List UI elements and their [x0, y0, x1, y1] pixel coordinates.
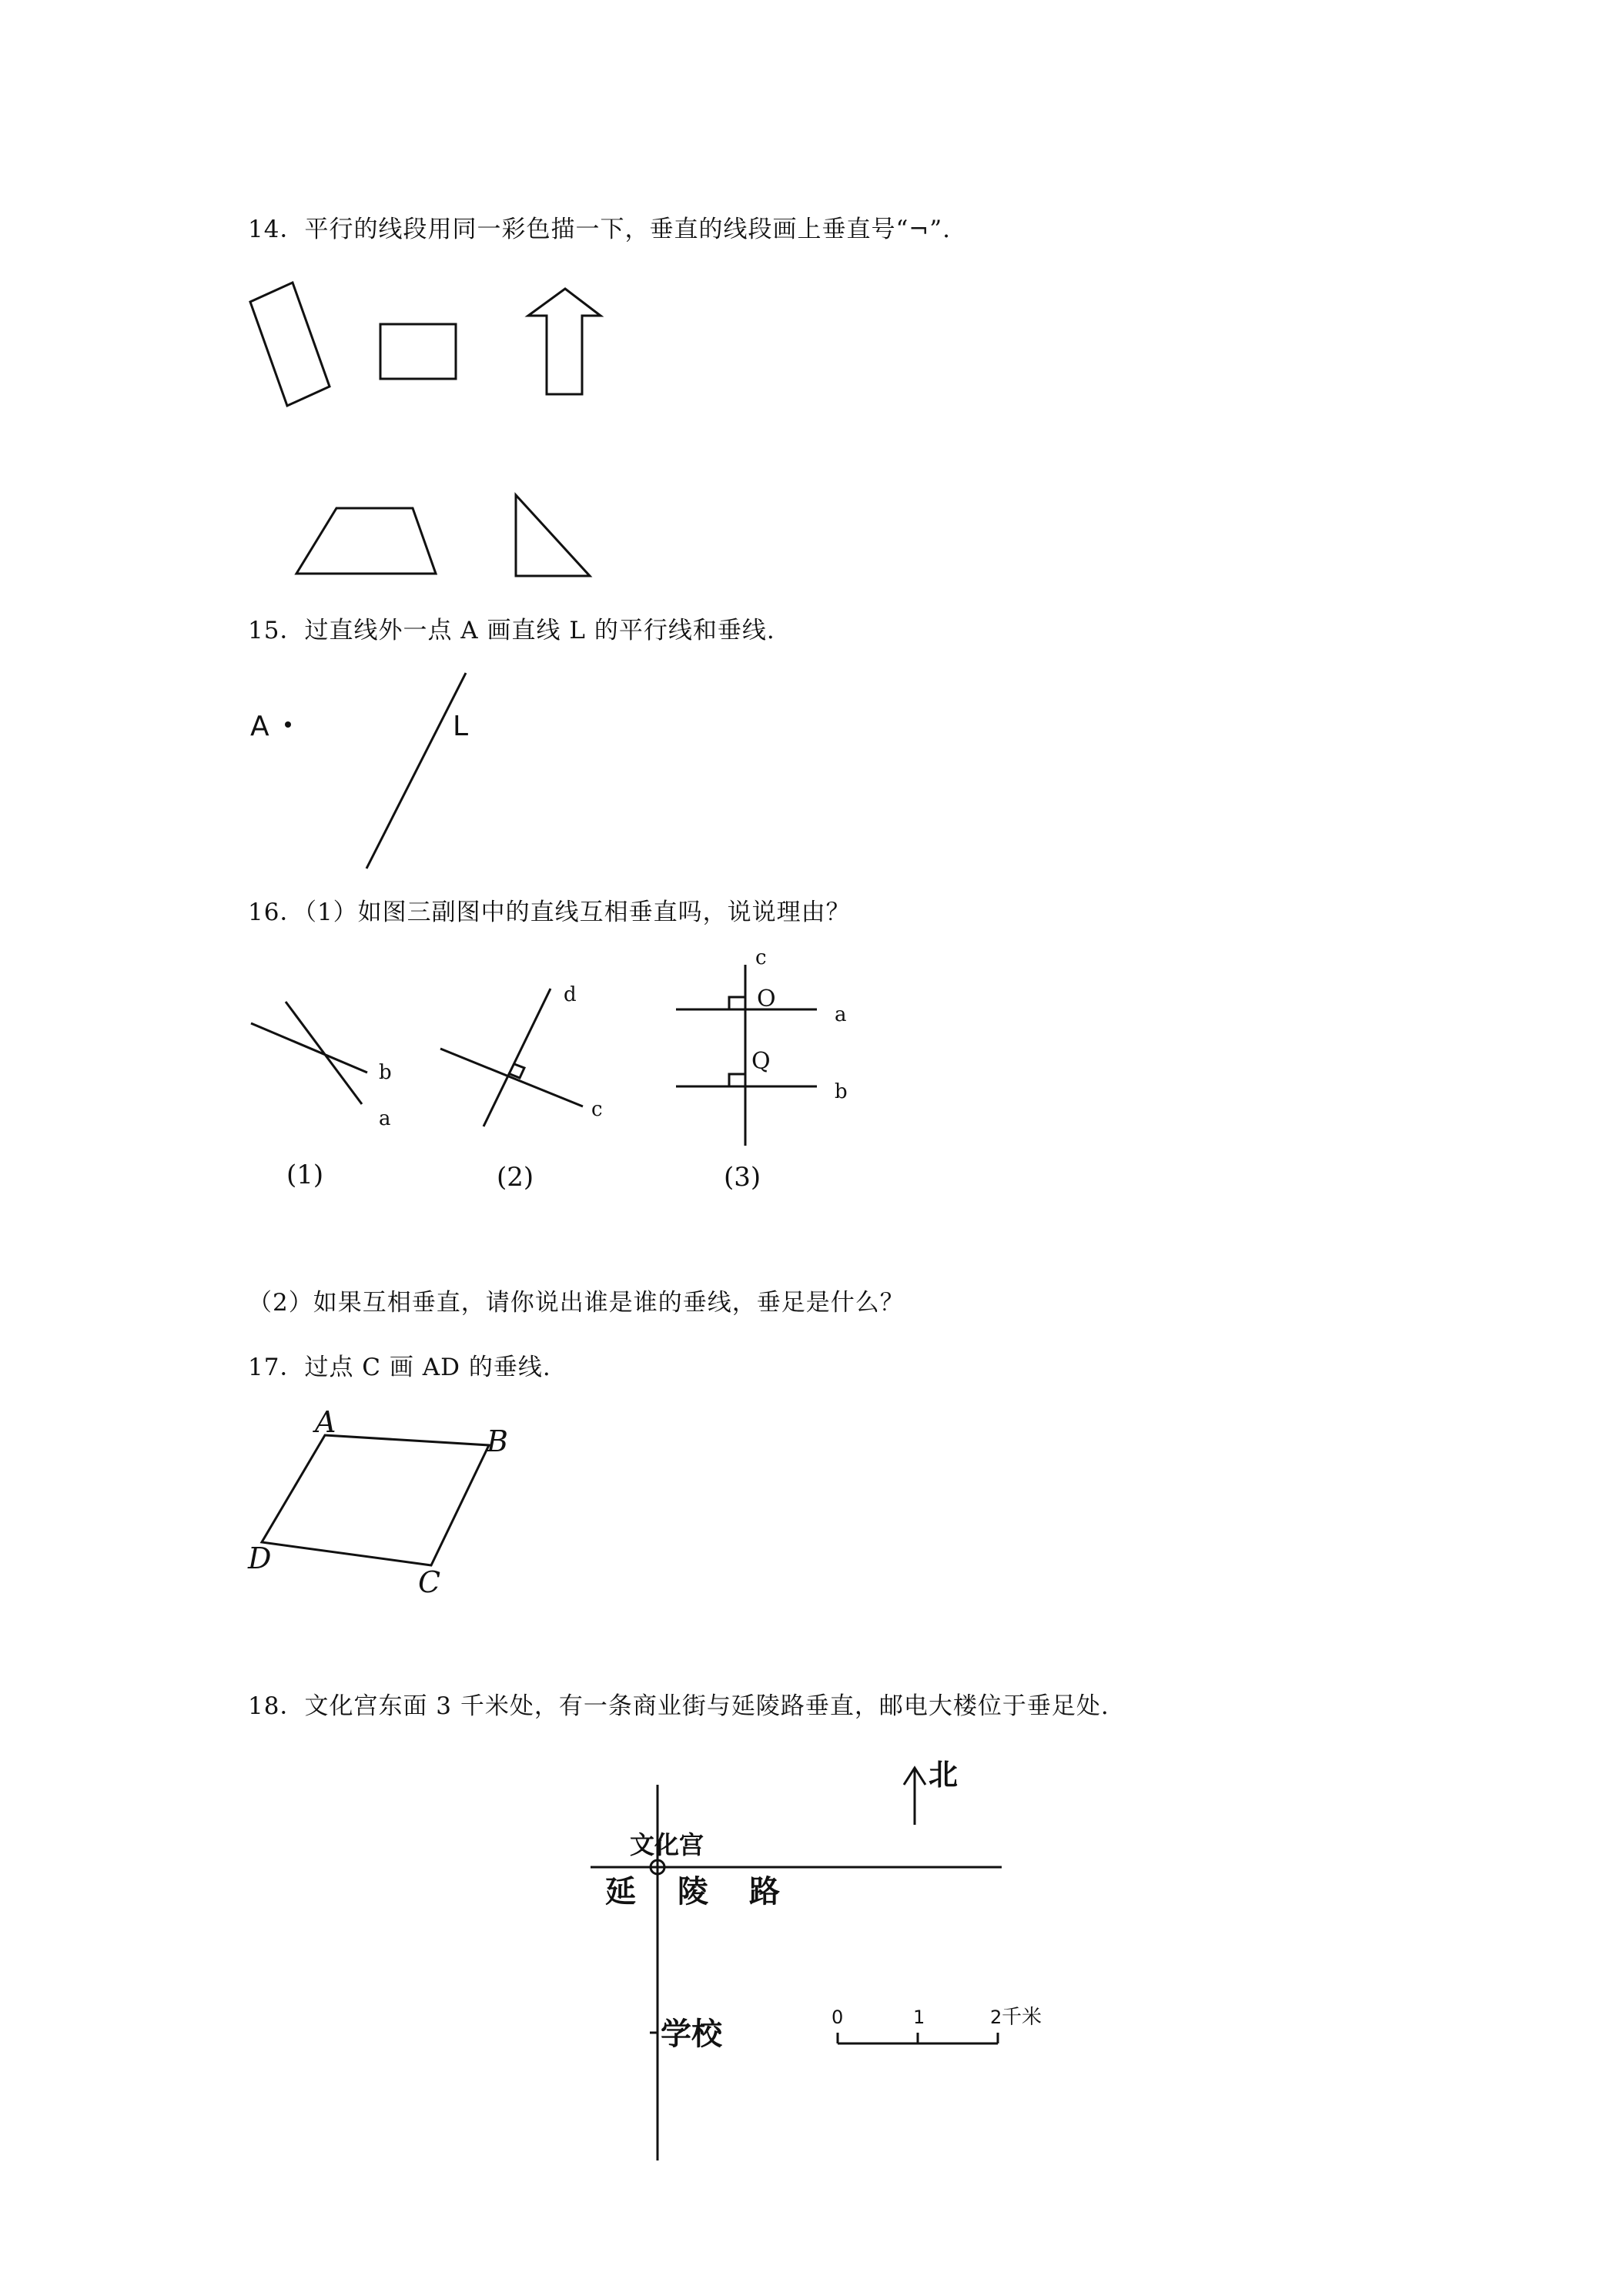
- question-14-text: 14．平行的线段用同一彩色描一下，垂直的线段画上垂直号“¬”.: [248, 216, 951, 243]
- fig3-right-angle-mark-bottom: [729, 1074, 745, 1086]
- fig3-label-o: O: [757, 986, 776, 1012]
- point-a-label: A: [250, 711, 269, 742]
- fig2-line-d: [484, 989, 550, 1126]
- vertex-b-label: B: [487, 1424, 508, 1458]
- north-label: 北: [929, 1758, 959, 1792]
- scale-label-1: 1: [913, 2006, 925, 2028]
- fig3-label-q: Q: [751, 1048, 771, 1075]
- road-label-char-3: 路: [749, 1874, 780, 1909]
- question-15-text: 15．过直线外一点 A 画直线 L 的平行线和垂线.: [248, 617, 775, 644]
- trapezoid-shape: [296, 508, 436, 574]
- scale-label-2: 2: [990, 2006, 1002, 2028]
- road-label-char-2: 陵: [678, 1874, 708, 1909]
- fig2-label-c: c: [591, 1098, 603, 1121]
- tilted-rectangle-shape: [250, 283, 330, 406]
- fig1-line-b: [251, 1023, 367, 1073]
- cultural-palace-marker: [651, 1860, 664, 1874]
- fig2-line-c: [440, 1049, 583, 1106]
- scale-unit-label: 千米: [1002, 2006, 1042, 2029]
- cultural-palace-label: 文化宫: [630, 1830, 704, 1859]
- school-label: 学校: [661, 2017, 722, 2052]
- arrow-shape: [528, 289, 601, 394]
- fig1-label-b: b: [379, 1061, 392, 1084]
- fig1-caption: (1): [286, 1160, 324, 1190]
- fig3-label-c: c: [755, 946, 767, 969]
- right-triangle-shape: [516, 495, 590, 576]
- road-label-char-1: 延: [605, 1874, 636, 1909]
- fig3-caption: (3): [724, 1162, 761, 1193]
- scale-label-0: 0: [832, 2006, 844, 2028]
- question-17-text: 17．过点 C 画 AD 的垂线.: [248, 1354, 551, 1381]
- rectangle-shape: [380, 324, 456, 379]
- fig2-label-d: d: [564, 983, 577, 1006]
- question-18-text: 18．文化宫东面 3 千米处，有一条商业街与延陵路垂直，邮电大楼位于垂足处.: [248, 1692, 1109, 1720]
- north-arrowhead-icon: [904, 1768, 925, 1785]
- question-16-part-2-text: （2）如果互相垂直，请你说出谁是谁的垂线，垂足是什么？: [248, 1289, 905, 1317]
- fig1-label-a: a: [379, 1107, 391, 1130]
- line-l: [366, 673, 469, 869]
- fig3-label-b: b: [835, 1080, 848, 1103]
- fig1-line-a: [286, 1002, 362, 1104]
- vertex-a-label: A: [315, 1405, 336, 1439]
- question-16-text: 16．（1）如图三副图中的直线互相垂直吗，说说理由？: [248, 899, 851, 926]
- vertex-d-label: D: [248, 1541, 272, 1575]
- vertex-c-label: C: [418, 1565, 441, 1599]
- fig2-right-angle-mark: [508, 1064, 524, 1078]
- fig2-caption: (2): [497, 1162, 534, 1193]
- parallelogram-abcd: [262, 1435, 489, 1565]
- point-a-dot: [285, 721, 291, 728]
- fig3-right-angle-mark-top: [729, 997, 745, 1009]
- line-l-label: L: [453, 711, 469, 742]
- fig3-label-a: a: [835, 1003, 847, 1026]
